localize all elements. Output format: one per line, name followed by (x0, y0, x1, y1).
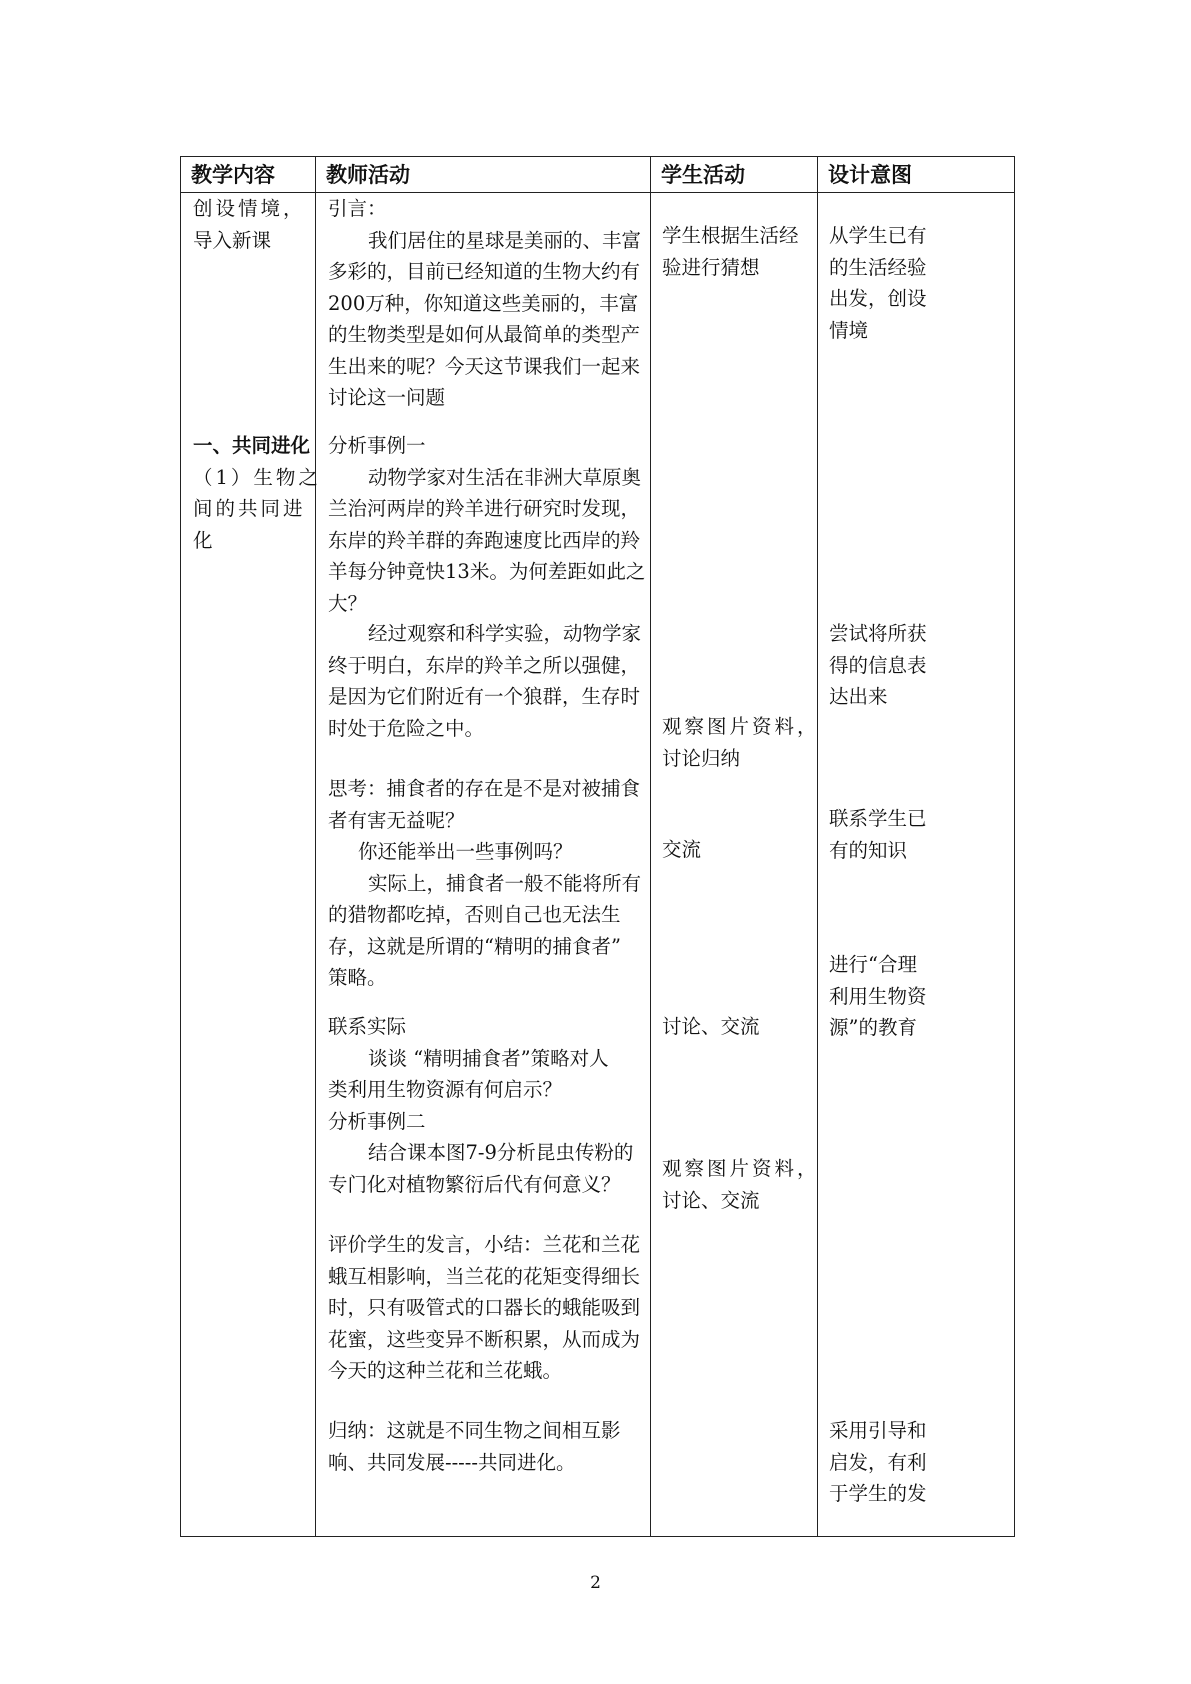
student-observe-discuss-block: 观察图片资料， 讨论、交流 (662, 1157, 820, 1212)
content-section-coevolution: 一、共同进化 （1）生物之 间的共同进 化 (193, 430, 321, 556)
intent-resource-block: 进行“合理 利用生物资 源”的教育 (829, 953, 927, 1039)
intent-situation-block: 从学生已有 的生活经验 出发，创设 情境 (829, 224, 927, 342)
student-discuss-block: 讨论、交流 (662, 1015, 760, 1038)
teacher-conclusion-block: 归纳：这就是不同生物之间相互影 响、共同发展-----共同进化。 (328, 1419, 621, 1474)
lesson-plan-table (180, 156, 1015, 1537)
student-activity-column (651, 193, 818, 1537)
student-exchange-block: 交流 (662, 838, 702, 861)
teacher-thinking-block: 思考：捕食者的存在是不是对被捕食 者有害无益呢？ 你还能举出一些事例吗？ 实际上，捕食者一般不能将所有 的猎物都吃掉，否则自己也无法生 存，这就是所谓的“精明的捕食者” 策略。 (328, 777, 642, 989)
teacher-practice-block: 联系实际 谈谈 “精明捕食者”策略对人 类利用生物资源有何启示？ 分析事例二 结合课本图7-9分析昆虫传粉的 专门化对植物繁衍后代有何意义？ (328, 1015, 634, 1196)
table-header-row (181, 157, 1015, 193)
content-section-intro: 创设情境， 导入新课 (193, 197, 306, 252)
teacher-explanation-block: 经过观察和科学实验，动物学家 终于明白，东岸的羚羊之所以强健， 是因为它们附近有一个狼群，生存时 时处于危险之中。 (328, 622, 642, 740)
teacher-intro-block: 引言： 我们居住的星球是美丽的、丰富 多彩的，目前已经知道的生物大约有 200万种，你知道这些美丽的，丰富 的生物类型是如何从最简单的类型产 生出来的呢？今天这节课我们一起来 讨论这一问题 (328, 197, 642, 409)
teacher-activity-column (316, 193, 651, 1537)
student-guess-block: 学生根据生活经 验进行猜想 (662, 224, 799, 279)
section-heading: 一、共同进化 (193, 434, 311, 457)
content-column (181, 193, 321, 1537)
table-body-row (181, 193, 1015, 1537)
student-observe-block: 观察图片资料， 讨论归纳 (662, 715, 820, 770)
header-design-intent: 设计意图 (818, 157, 1015, 193)
teacher-example-one-block: 分析事例一 动物学家对生活在非洲大草原奥 兰治河两岸的羚羊进行研究时发现， 东岸的羚羊群的奔跑速度比西岸的羚 羊每分钟竟快13米。为何差距如此之 大？ (328, 434, 646, 615)
intent-guidance-block: 采用引导和 启发，有利 于学生的发 (829, 1419, 927, 1505)
intent-express-block: 尝试将所获 得的信息表 达出来 (829, 622, 927, 708)
intent-knowledge-block: 联系学生已 有的知识 (829, 807, 927, 862)
design-intent-column (818, 193, 1015, 1537)
page-number: 2 (590, 1573, 601, 1593)
teacher-summary-block: 评价学生的发言，小结：兰花和兰花 蛾互相影响，当兰花的花矩变得细长 时，只有吸管式的口器长的蛾能吸到 花蜜，这些变异不断积累，从而成为 今天的这种兰花和兰花蛾。 (328, 1233, 641, 1382)
header-teaching-content: 教学内容 (181, 157, 316, 193)
header-teacher-activity: 教师活动 (316, 157, 651, 193)
header-student-activity: 学生活动 (651, 157, 818, 193)
